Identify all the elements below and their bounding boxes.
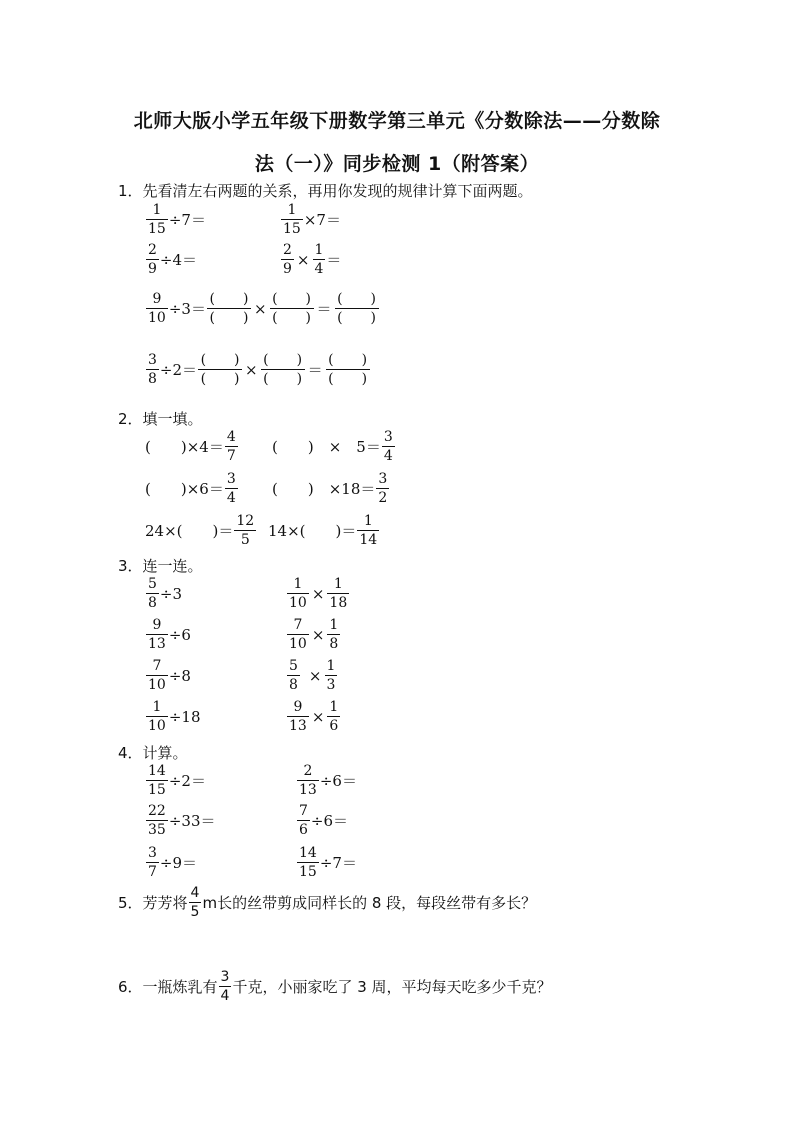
q4-header: 4．计算。 — [118, 744, 188, 762]
q2-row2-left[interactable]: ( )×6＝ $\frac{3}{4}$ — [145, 471, 236, 506]
q3-right-item[interactable]: $\frac{7}{10}$ × $\frac{1}{8}$ — [289, 617, 339, 652]
q3-left-item[interactable]: $\frac{9}{13}$ ÷6 — [148, 617, 191, 652]
q3-left-item[interactable]: $\frac{5}{8}$ ÷3 — [148, 576, 183, 611]
q2-row3-right[interactable]: 14×( )＝ $\frac{1}{14}$ — [268, 513, 378, 548]
fraction: $\frac{3}{2}$ — [378, 471, 388, 506]
q1-row1-left: $\frac{1}{15}$ ÷7＝ — [148, 202, 206, 237]
fraction: $\frac{1}{6}$ — [329, 699, 339, 734]
blank-fraction[interactable]: $\frac{( )}{( )}$ — [207, 292, 251, 325]
q3-left-item[interactable]: $\frac{1}{10}$ ÷18 — [148, 699, 201, 734]
q4-right-item: $\frac{7}{6}$ ÷6＝ — [299, 803, 349, 838]
q2-row3-left[interactable]: 24×( )＝ $\frac{12}{5}$ — [145, 513, 255, 548]
fraction: $\frac{1}{15}$ — [148, 202, 166, 237]
q3-right-item[interactable]: $\frac{5}{8}$ × $\frac{1}{3}$ — [289, 658, 336, 693]
blank-fraction[interactable]: $\frac{( )}{( )}$ — [261, 353, 305, 386]
fraction: $\frac{2}{13}$ — [299, 763, 317, 798]
q1-row3: $\frac{9}{10}$ ÷3＝ $\frac{( )}{( )}$ × $\frac{( )}{( )}$ ＝ $\frac{( )}{( )}$ — [145, 292, 380, 325]
fraction: $\frac{1}{14}$ — [359, 513, 378, 548]
q3-left-item[interactable]: $\frac{7}{10}$ ÷8 — [148, 658, 191, 693]
fraction: $\frac{14}{15}$ — [299, 845, 317, 880]
fraction: $\frac{1}{18}$ — [329, 576, 348, 611]
fraction: $\frac{12}{5}$ — [236, 513, 255, 548]
q5-text: 5．芳芳将 $\frac{4}{5}$ m长的丝带剪成同样长的 8 段，每段丝带有多长？ — [118, 885, 537, 920]
fraction: $\frac{3}{4}$ — [220, 969, 230, 1004]
q2-row1-right[interactable]: ( ) × 5＝ $\frac{3}{4}$ — [272, 429, 393, 464]
q6-text: 6．一瓶炼乳有 $\frac{3}{4}$ 千克，小丽家吃了 3 周，平均每天吃多少千克？ — [118, 969, 552, 1004]
q3-header: 3．连一连。 — [118, 557, 203, 575]
blank-fraction[interactable]: $\frac{( )}{( )}$ — [326, 353, 370, 386]
page-title-line1: 北师大版小学五年级下册数学第三单元《分数除法——分数除 — [133, 110, 661, 132]
q1-header: 1．先看清左右两题的关系，再用你发现的规律计算下面两题。 — [118, 182, 533, 200]
fraction: $\frac{9}{10}$ — [148, 291, 166, 326]
fraction: $\frac{1}{4}$ — [314, 242, 324, 277]
q4-left-item: $\frac{3}{7}$ ÷9＝ — [148, 845, 198, 880]
q2-row1-left[interactable]: ( )×4＝ $\frac{4}{7}$ — [145, 429, 236, 464]
page-title-line2: 法（一）》同步检测 1（附答案） — [254, 153, 540, 175]
q1-row2-left: $\frac{2}{9}$ ÷4＝ — [148, 242, 198, 277]
fraction: $\frac{3}{7}$ — [148, 845, 157, 880]
blank-fraction[interactable]: $\frac{( )}{( )}$ — [198, 353, 242, 386]
fraction: $\frac{2}{9}$ — [148, 242, 157, 277]
fraction: $\frac{9}{13}$ — [289, 699, 307, 734]
blank-fraction[interactable]: $\frac{( )}{( )}$ — [335, 292, 379, 325]
q1-row1-right: $\frac{1}{15}$ ×7＝ — [283, 202, 341, 237]
q3-right-item[interactable]: $\frac{9}{13}$ × $\frac{1}{6}$ — [289, 699, 339, 734]
q1-row2-right: $\frac{2}{9}$ × $\frac{1}{4}$ ＝ — [283, 242, 342, 277]
q1-row4: $\frac{3}{8}$ ÷2＝ $\frac{( )}{( )}$ × $\frac{( )}{( )}$ ＝ $\frac{( )}{( )}$ — [145, 353, 371, 386]
fraction: $\frac{1}{10}$ — [148, 699, 166, 734]
fraction: $\frac{1}{8}$ — [329, 617, 339, 652]
fraction: $\frac{4}{7}$ — [226, 429, 236, 464]
fraction: $\frac{7}{10}$ — [148, 658, 166, 693]
blank-fraction[interactable]: $\frac{( )}{( )}$ — [270, 292, 314, 325]
fraction: $\frac{1}{15}$ — [283, 202, 301, 237]
fraction: $\frac{14}{15}$ — [148, 763, 166, 798]
fraction: $\frac{2}{9}$ — [283, 242, 292, 277]
fraction: $\frac{22}{35}$ — [148, 803, 166, 838]
fraction: $\frac{1}{3}$ — [326, 658, 336, 693]
q2-header: 2．填一填。 — [118, 410, 203, 428]
fraction: $\frac{3}{4}$ — [226, 471, 236, 506]
fraction: $\frac{5}{8}$ — [148, 576, 157, 611]
q3-right-item[interactable]: $\frac{1}{10}$ × $\frac{1}{18}$ — [289, 576, 348, 611]
fraction: $\frac{1}{10}$ — [289, 576, 307, 611]
fraction: $\frac{7}{10}$ — [289, 617, 307, 652]
fraction: $\frac{3}{4}$ — [383, 429, 393, 464]
q2-row2-right[interactable]: ( ) ×18＝ $\frac{3}{2}$ — [272, 471, 388, 506]
q4-right-item: $\frac{2}{13}$ ÷6＝ — [299, 763, 357, 798]
q4-right-item: $\frac{14}{15}$ ÷7＝ — [299, 845, 357, 880]
fraction: $\frac{7}{6}$ — [299, 803, 308, 838]
fraction: $\frac{4}{5}$ — [190, 885, 200, 920]
fraction: $\frac{5}{8}$ — [289, 658, 298, 693]
fraction: $\frac{9}{13}$ — [148, 617, 166, 652]
q4-left-item: $\frac{22}{35}$ ÷33＝ — [148, 803, 216, 838]
fraction: $\frac{3}{8}$ — [148, 352, 157, 387]
q4-left-item: $\frac{14}{15}$ ÷2＝ — [148, 763, 206, 798]
